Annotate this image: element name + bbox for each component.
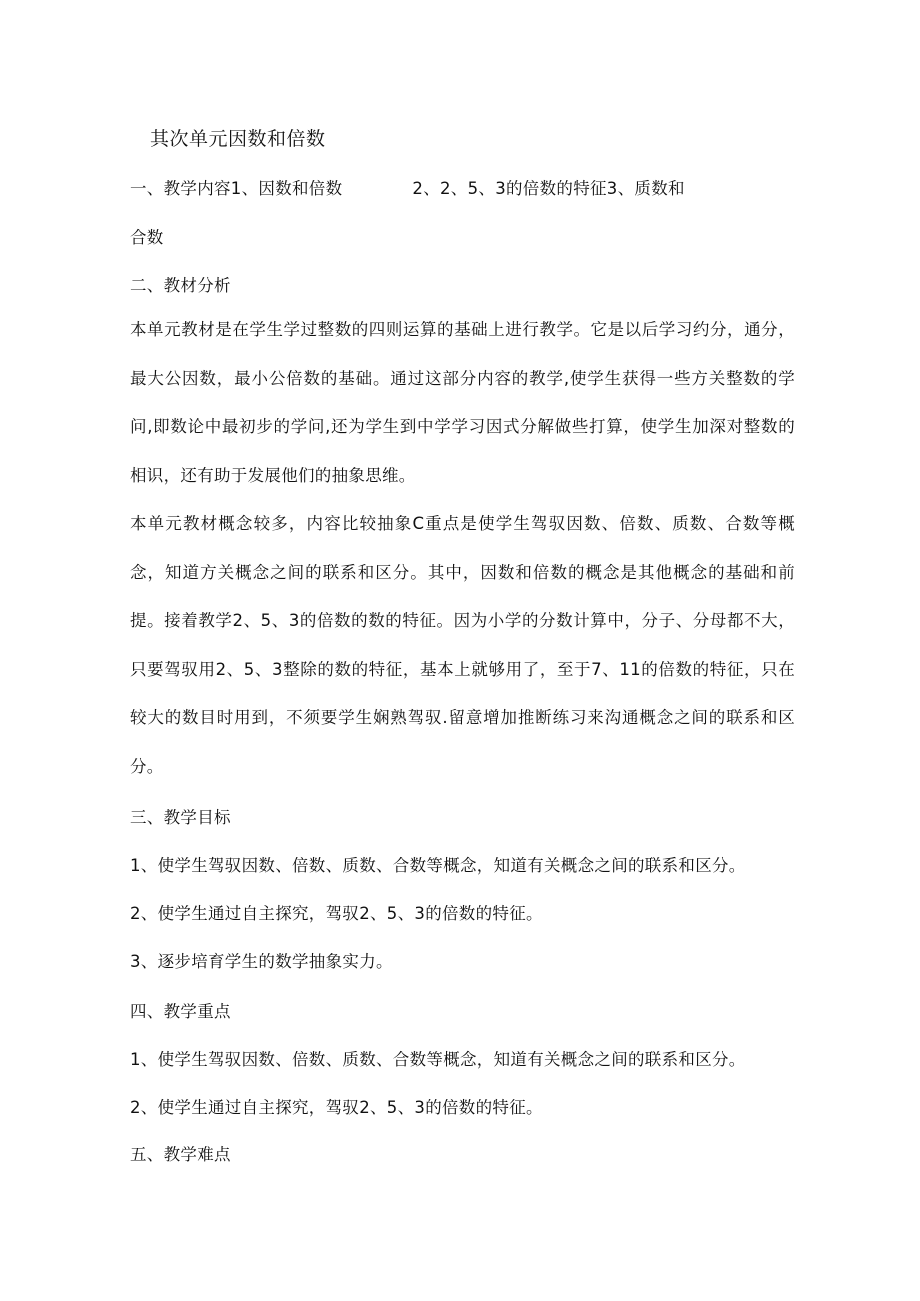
section-heading-difficulties: 五、教学难点 [130, 1145, 231, 1164]
section-heading-goals: 三、教学目标 [130, 808, 231, 827]
content-line-2: 合数 [130, 228, 164, 247]
content-line-1 [130, 175, 685, 199]
analysis-paragraph-2: 本单元教材概念较多，内容比较抽象C重点是使学生驾驭因数、倍数、质数、合数等概念，知道方关概念之间的联系和区分。其中，因数和倍数的概念是其他概念的基础和前提。接着教学2、5、3的倍数的数的特征。因为小学的分数计算中，分子、分母都不大，只要驾驭用2、5、3整除的数的特征，基本上就够用了，至于7、11的倍数的特征，只在较大的数目时用到，不须要学生娴熟驾驭.留意增加推断练习来沟通概念之间的联系和区分。 [130, 514, 795, 776]
content-line-1-b: 2、2、5、3的倍数的特征3、质数和 [412, 179, 685, 198]
section-heading-analysis: 二、教材分析 [130, 276, 231, 295]
key-point-item-1: 1、使学生驾驭因数、倍数、质数、合数等概念，知道有关概念之间的联系和区分。 [130, 1050, 746, 1069]
goal-item-3: 3、逐步培育学生的数学抽象实力。 [130, 952, 393, 971]
content-line-1-a: 一、教学内容1、因数和倍数 [130, 179, 343, 198]
goal-item-1: 1、使学生驾驭因数、倍数、质数、合数等概念，知道有关概念之间的联系和区分。 [130, 856, 746, 875]
goal-item-2: 2、使学生通过自主探究，驾驭2、5、3的倍数的特征。 [130, 904, 543, 923]
key-point-item-2: 2、使学生通过自主探究，驾驭2、5、3的倍数的特征。 [130, 1098, 543, 1117]
section-heading-key-points: 四、教学重点 [130, 1002, 231, 1021]
analysis-paragraph-1: 本单元教材是在学生学过整数的四则运算的基础上进行教学。它是以后学习约分，通分，最大公因数，最小公倍数的基础。通过这部分内容的教学,使学生获得一些方关整数的学问,即数论中最初步的学问,还为学生到中学学习因式分解做些打算，使学生加深对整数的相识，还有助于发展他们的抽象思维。 [130, 320, 795, 485]
page-title: 其次单元因数和倍数 [150, 128, 326, 150]
